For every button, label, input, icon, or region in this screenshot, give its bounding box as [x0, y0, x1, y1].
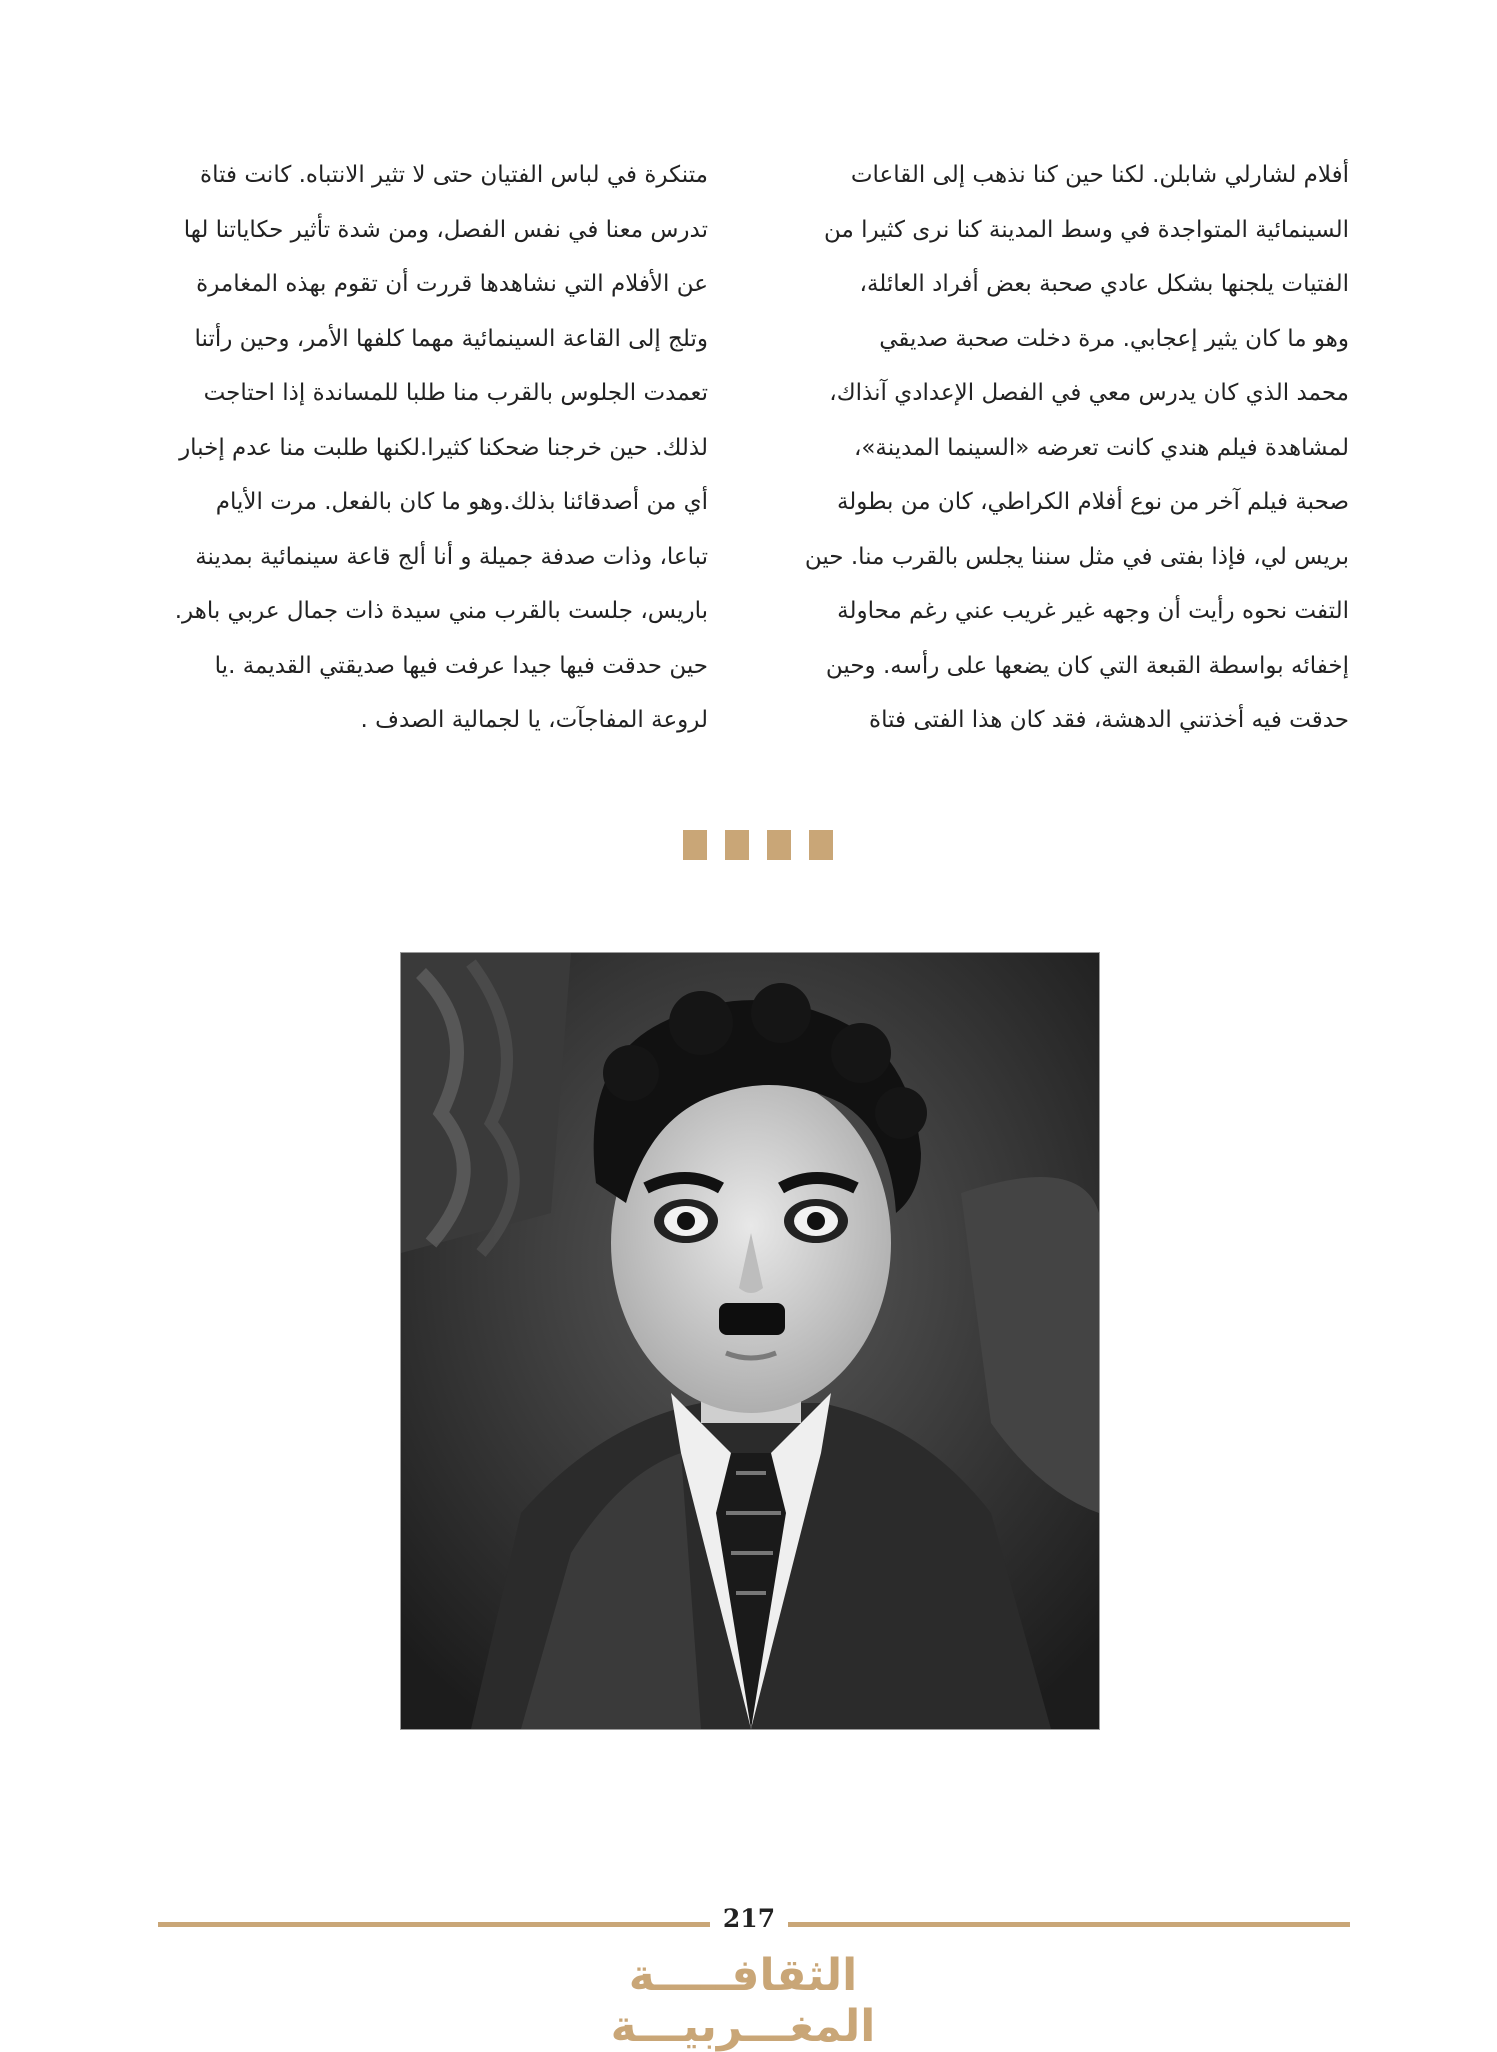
article-line: الفتيات يلجنها بشكل عادي صحبة بعض أفراد العائلة،	[859, 271, 1349, 297]
article-line: لمشاهدة فيلم هندي كانت تعرضه «السينما المدينة»،	[853, 434, 1349, 461]
article-line: وهو ما كان يثير إعجابي. مرة دخلت صحبة صديقي	[879, 325, 1349, 352]
page-number: 217	[722, 1904, 776, 1933]
section-divider-ornament	[683, 830, 833, 860]
article-line: أفلام لشارلي شابلن. لكنا حين كنا نذهب إلى القاعات	[850, 162, 1349, 188]
article-line: تدرس معنا في نفس الفصل، ومن شدة تأثير حكاياتنا لها	[183, 216, 708, 243]
ornament-square	[683, 830, 707, 860]
article-column-left	[148, 148, 708, 748]
article-line: وتلج إلى القاعة السينمائية مهما كلفها الأمر، وحين رأتنا	[194, 325, 708, 352]
article-line: السينمائية المتواجدة في وسط المدينة كنا نرى كثيرا من	[823, 216, 1349, 243]
portrait-photo	[400, 952, 1100, 1730]
magazine-title: الثقافـــــة المغـــربيـــة	[610, 1950, 876, 2052]
article-line: حين حدقت فيها جيدا عرفت فيها صديقتي القديمة .يا	[214, 652, 708, 679]
footer-rule-left	[158, 1922, 710, 1927]
article-line: عن الأفلام التي نشاهدها قررت أن تقوم بهذه المغامرة	[196, 271, 708, 297]
article-line: متنكرة في لباس الفتيان حتى لا تثير الانتباه. كانت فتاة	[200, 162, 708, 188]
article-line: لروعة المفاجآت، يا لجمالية الصدف .	[360, 707, 708, 733]
portrait-illustration	[401, 953, 1099, 1729]
article-line: صحبة فيلم آخر من نوع أفلام الكراطي، كان من بطولة	[836, 489, 1349, 515]
ornament-square	[725, 830, 749, 860]
article-column-right	[789, 148, 1349, 748]
article-line: حدقت فيه أخذتني الدهشة، فقد كان هذا الفتى فتاة	[869, 707, 1349, 733]
article-line: تباعا، وذات صدفة جميلة و أنا ألج قاعة سينمائية بمدينة	[195, 543, 708, 570]
ornament-square	[809, 830, 833, 860]
footer-rule-right	[788, 1922, 1350, 1927]
ornament-square	[767, 830, 791, 860]
article-line: التفت نحوه رأيت أن وجهه غير غريب عني رغم محاولة	[837, 598, 1349, 624]
article-line: لذلك. حين خرجنا ضحكنا كثيرا.لكنها طلبت منا عدم إخبار	[179, 434, 708, 461]
article-line: إخفائه بواسطة القبعة التي كان يضعها على رأسه. وحين	[825, 652, 1349, 679]
article-line: محمد الذي كان يدرس معي في الفصل الإعدادي آنذاك،	[829, 380, 1349, 406]
article-line: أي من أصدقائنا بذلك.وهو ما كان بالفعل. مرت الأيام	[215, 489, 708, 515]
article-line: تعمدت الجلوس بالقرب منا طلبا للمساندة إذا احتاجت	[203, 380, 708, 406]
article-line: باريس، جلست بالقرب مني سيدة ذات جمال عربي باهر.	[174, 598, 708, 624]
article-line: بريس لي، فإذا بفتى في مثل سننا يجلس بالقرب منا. حين	[804, 543, 1349, 570]
